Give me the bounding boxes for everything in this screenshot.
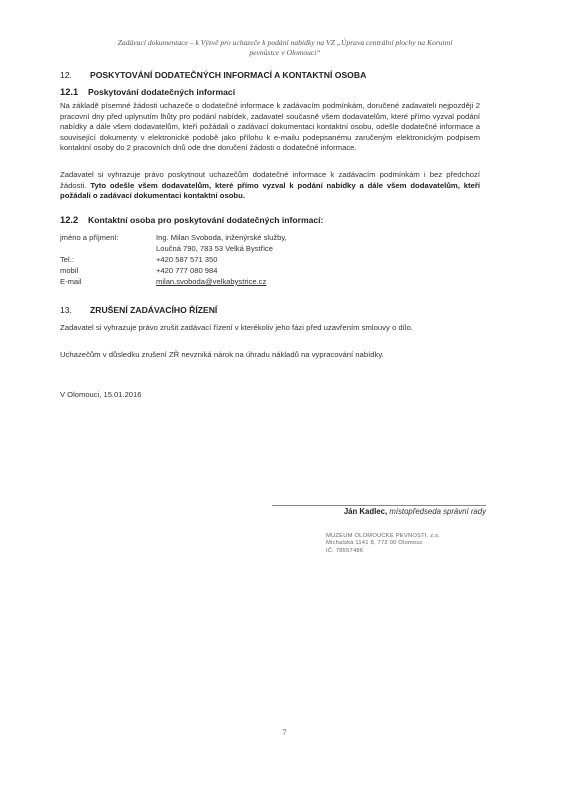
- section-13-heading: [60, 305, 217, 315]
- contact-value: Ing. Milan Svoboda, inženýrské služby,: [156, 233, 287, 242]
- paragraph-reservation-bold: Tyto odešle všem dodavatelům, které přímo vyzval k podání nabídky a dále všem dodavatelům, kteří požádali o zadávací dokumentaci kontaktní osobu.: [60, 180, 480, 201]
- organization-stamp: [326, 533, 440, 555]
- contact-value: Loučná 790, 783 53 Velká Bystřice: [156, 244, 273, 253]
- paragraph-cancellation-right: Zadavatel si vyhrazuje právo zrušit zadávací řízení v kterékoliv jeho fázi před uzavřením smlouvy o dílo.: [60, 323, 413, 332]
- contact-label: Tel.:: [60, 255, 74, 264]
- stamp-line-3: IČ: 78557486: [326, 547, 364, 554]
- header-line-1: Zadávací dokumentace – k Výzvě pro uchazeče k podání nabídky na VZ „Úprava centrální plochy na Korunní: [117, 38, 453, 47]
- paragraph-no-claim: Uchazečům v důsledku zrušení ZŘ nevzniká nárok na úhradu nákladů na vypracování nabídky.: [60, 350, 384, 359]
- section-number: 13.: [60, 305, 72, 315]
- stamp-line-1: MUZEUM OLOMOUCKÉ PEVNOSTI, z.s.: [326, 533, 441, 539]
- subsection-title: Kontaktní osoba pro poskytování dodatečných informací:: [88, 215, 324, 225]
- section-12-1-heading: [60, 86, 235, 97]
- section-title: ZRUŠENÍ ZADÁVACÍHO ŘÍZENÍ: [90, 305, 218, 315]
- signature-line: [272, 505, 486, 506]
- paragraph-reservation-normal: Zadavatel si vyhrazuje právo poskytnout uchazečům dodatečné informace k zadávacím podmínkám i bez předchozí žádosti.: [60, 170, 480, 190]
- contact-label: jméno a příjmení:: [60, 233, 119, 242]
- section-title: POSKYTOVÁNÍ DODATEČNÝCH INFORMACÍ A KONTAKTNÍ OSOBA: [90, 70, 367, 80]
- section-number: 12.: [60, 70, 72, 80]
- email-link[interactable]: milan.svoboda@velkabystrice.cz: [156, 277, 267, 286]
- contact-value: +420 777 080 984: [156, 266, 218, 275]
- paragraph-reservation: [60, 170, 480, 202]
- contact-label: E-mail: [60, 277, 82, 286]
- contact-value: +420 587 571 350: [156, 255, 218, 264]
- subsection-number: 12.2: [60, 214, 79, 225]
- section-12-heading: [60, 70, 366, 80]
- subsection-number: 12.1: [60, 86, 79, 97]
- signatory-name: Ján Kadlec,: [343, 507, 388, 516]
- paragraph-additional-info: Na základě písemné žádosti uchazeče o dodatečné informace k zadávacím podmínkám, doručené zadavateli nejpozději 2 pracovní dny před uplynutím lhůty pro podání nabídek, zadavatel současně všem dodavatelům, které přímo vyzval podání nabídky a dále všem dodavatelům, kteří požádali o zadávací dokumentaci kontaktní osobu, odešle dodatečné informace a související dokumenty v elektronické podobě jako přílohu k e-mailu podepsanému zaručeným elektronickým podpisem kontaktní osoby do 2 pracovních dnů ode dne doručení žádosti o dodatečné informace.: [60, 101, 480, 153]
- document-header: [40, 38, 530, 58]
- signatory-role: místopředseda správní rady: [389, 507, 486, 516]
- stamp-line-2: Michalská 1141 8, 772 00 Olomouc: [326, 540, 423, 547]
- signature-block: [270, 507, 486, 516]
- section-12-2-heading: [60, 214, 323, 225]
- page-number: 7: [282, 728, 287, 737]
- place-date: V Olomouci, 15.01.2016: [60, 390, 142, 399]
- contact-label: mobil: [60, 266, 79, 275]
- subsection-title: Poskytování dodatečných informací: [88, 87, 236, 97]
- header-line-2: pevnůstce v Olomouci“: [249, 48, 321, 57]
